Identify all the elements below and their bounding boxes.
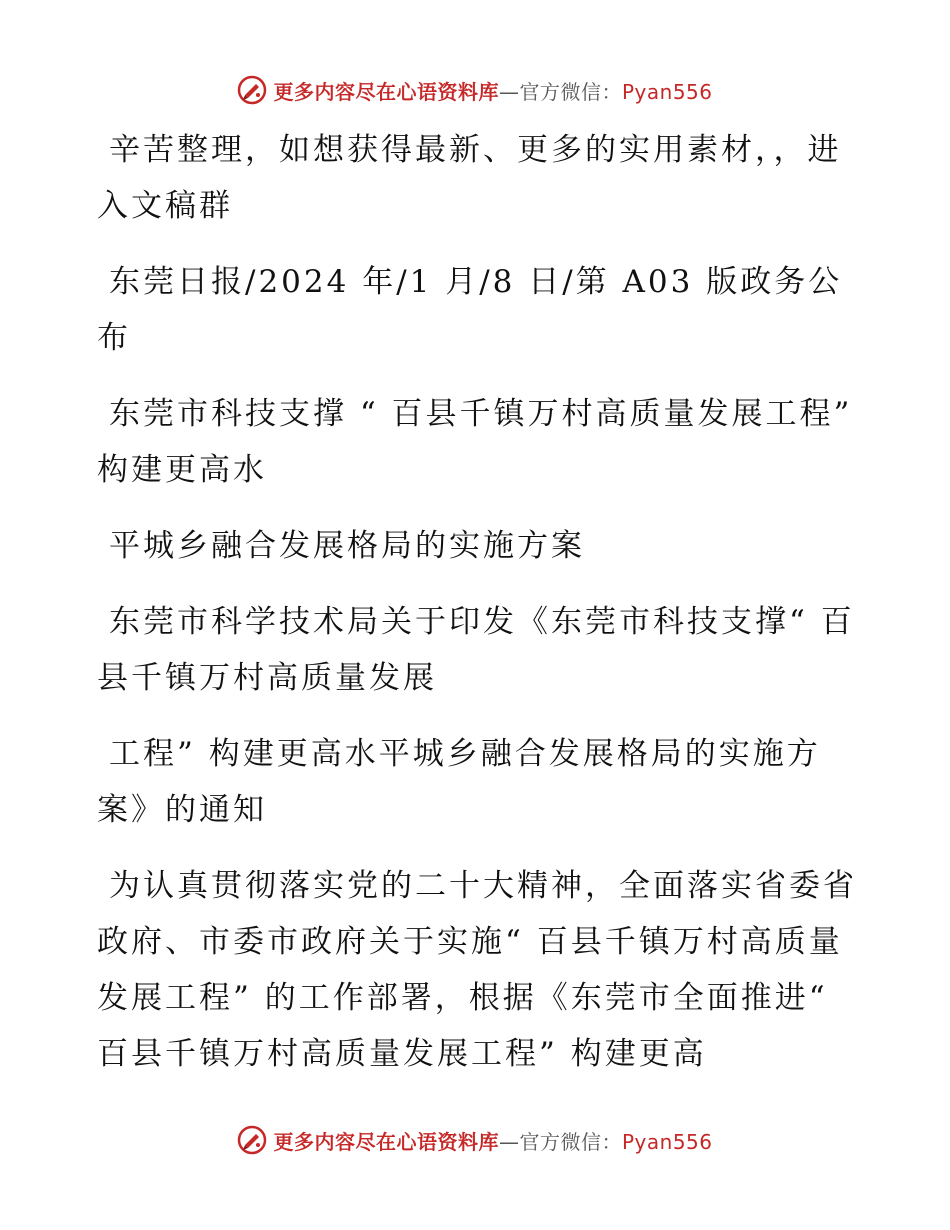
footer-watermark (0, 1120, 950, 1160)
watermark-dash: — (498, 79, 520, 104)
watermark-main: 更多内容尽在心语资料库 (273, 1129, 499, 1154)
seal-logo-icon (237, 1125, 267, 1155)
header-watermark (0, 70, 950, 110)
paragraph-notice-2: 工程” 构建更高水平城乡融合发展格局的实施方案》的通知 (97, 736, 821, 828)
paragraph-notice-1: 东莞市科学技术局关于印发《东莞市科技支撑“ 百县千镇万村高质量发展 (97, 604, 855, 696)
document-body (97, 122, 857, 1082)
watermark-label: 官方微信： (519, 1129, 622, 1154)
paragraph-source: 东莞日报/2024 年/1 月/8 日/第 A03 版政务公布 (97, 264, 843, 356)
watermark-dash: — (498, 1129, 520, 1154)
watermark-text (273, 1126, 712, 1155)
watermark-account: Pyan556 (621, 79, 713, 104)
watermark-label: 官方微信： (519, 79, 622, 104)
paragraph-body: 为认真贯彻落实党的二十大精神，全面落实省委省政府、市委市政府关于实施“ 百县千镇万村高质量发展工程” 的工作部署，根据《东莞市全面推进“ 百县千镇万村高质量发展工程” 构建更高 (97, 868, 857, 1072)
watermark-account: Pyan556 (621, 1129, 713, 1154)
paragraph-title-1: 东莞市科技支撑 “ 百县千镇万村高质量发展工程” 构建更高水 (97, 396, 853, 488)
watermark-main: 更多内容尽在心语资料库 (273, 79, 499, 104)
paragraph-title-2: 平城乡融合发展格局的实施方案 (109, 528, 585, 564)
paragraph-intro: 辛苦整理，如想获得最新、更多的实用素材，，进入文稿群 (97, 132, 842, 224)
watermark-text (273, 76, 712, 105)
seal-logo-icon (237, 75, 267, 105)
